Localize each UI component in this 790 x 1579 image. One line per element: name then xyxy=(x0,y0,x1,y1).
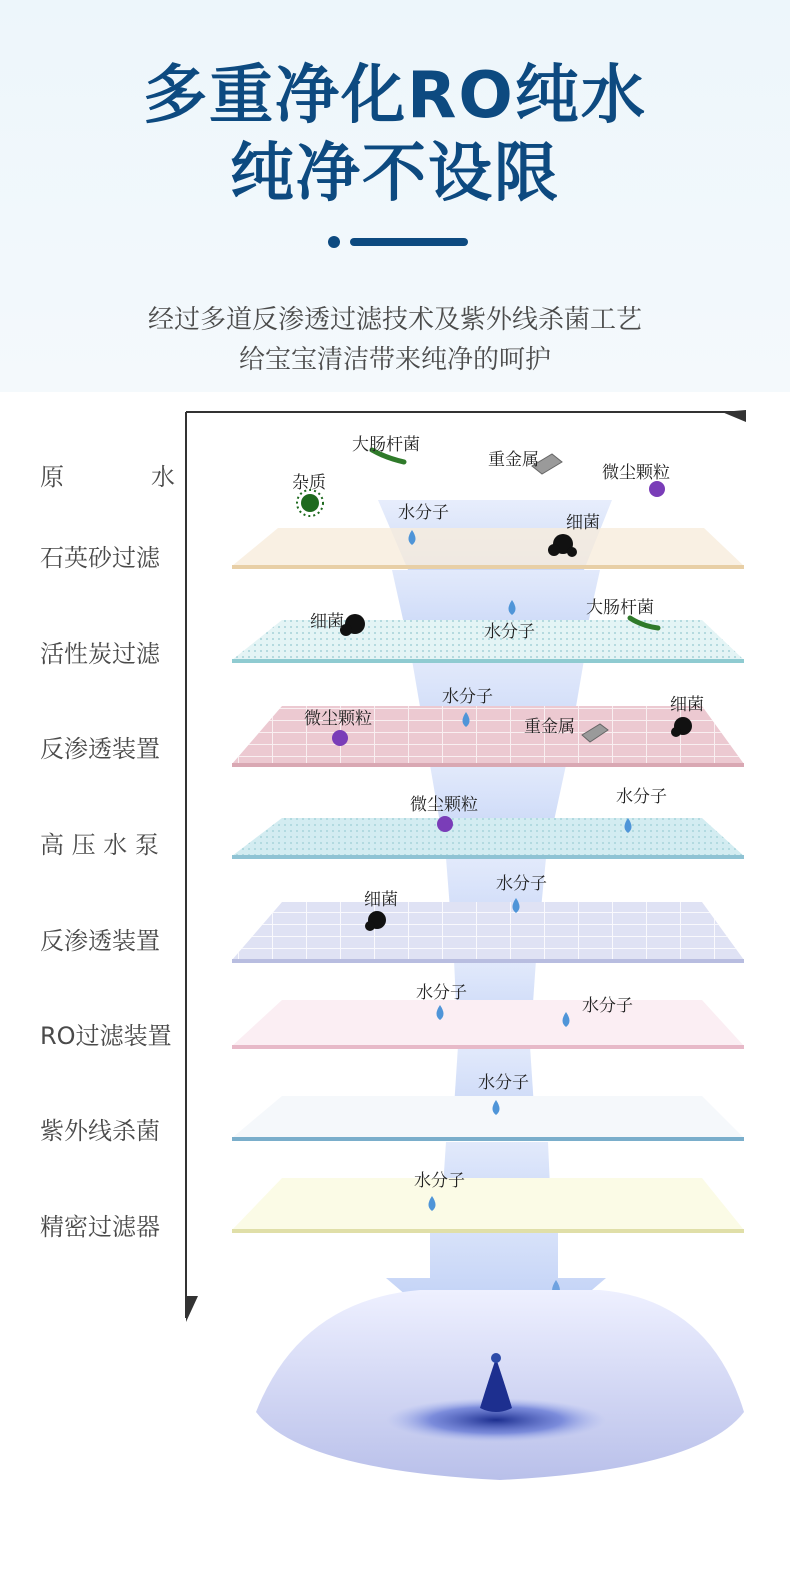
stage-label-high-pressure-pump: 高 压 水 泵 xyxy=(40,831,159,859)
dust-particle-icon xyxy=(437,816,453,832)
particle-label-water: 水分子 xyxy=(484,622,535,642)
stage-label-quartz-sand: 石英砂过滤 xyxy=(40,544,160,572)
particle-label-bacteria: 细菌 xyxy=(670,695,704,715)
stage-label-precision-filter: 精密过滤器 xyxy=(40,1213,160,1241)
stage-label-reverse-osmosis-2: 反渗透装置 xyxy=(40,927,160,955)
layer-precision-filter xyxy=(232,1178,744,1231)
particle-label-heavy-metal: 重金属 xyxy=(488,450,539,470)
layer-high-pressure-pump xyxy=(232,818,744,857)
axis-arrow-right-icon xyxy=(722,410,746,422)
particle-label-bacteria: 细菌 xyxy=(364,890,398,910)
particle-label-water: 水分子 xyxy=(478,1073,529,1093)
particle-label-impurity: 杂质 xyxy=(292,473,326,493)
particle-label-bacteria: 细菌 xyxy=(566,513,600,533)
stage-label-raw-water: 原 水 xyxy=(40,463,175,491)
subtitle-line2: 给宝宝清洁带来纯净的呵护 xyxy=(238,345,551,375)
layer-quartz-sand xyxy=(232,528,744,567)
particle-label-ecoli: 大肠杆菌 xyxy=(352,435,420,455)
axis-arrow-down-icon xyxy=(186,1296,198,1322)
stage-label-uv-sterilization: 紫外线杀菌 xyxy=(40,1117,160,1145)
particle-label-water: 水分子 xyxy=(442,687,493,707)
layer-reverse-osmosis-2 xyxy=(232,902,744,961)
page-title-line2: 纯净不设限 xyxy=(230,137,560,211)
particle-label-dust: 微尘颗粒 xyxy=(410,795,478,815)
stage-label-ro-filter: RO过滤装置 xyxy=(40,1022,172,1050)
particle-label-water: 水分子 xyxy=(416,983,467,1003)
dust-particle-icon xyxy=(649,481,665,497)
particle-label-ecoli: 大肠杆菌 xyxy=(586,598,654,618)
stage-label-reverse-osmosis-1: 反渗透装置 xyxy=(40,735,160,763)
dust-particle-icon xyxy=(332,730,348,746)
particle-label-dust: 微尘颗粒 xyxy=(304,709,372,729)
particle-label-heavy-metal: 重金属 xyxy=(524,717,575,737)
particle-label-water: 水分子 xyxy=(582,996,633,1016)
particle-label-bacteria: 细菌 xyxy=(310,612,344,632)
particle-label-dust: 微尘颗粒 xyxy=(602,463,670,483)
stage-label-activated-carbon: 活性炭过滤 xyxy=(40,640,160,668)
impurity-icon xyxy=(297,490,323,516)
particle-label-water: 水分子 xyxy=(496,874,547,894)
wipe-fabric xyxy=(256,1290,744,1480)
page-title-line1: 多重净化RO纯水 xyxy=(143,59,647,133)
subtitle-line1: 经过多道反渗透过滤技术及紫外线杀菌工艺 xyxy=(147,305,642,335)
layer-uv-sterilization xyxy=(232,1096,744,1139)
particle-label-water: 水分子 xyxy=(398,503,449,523)
particle-label-water: 水分子 xyxy=(414,1171,465,1191)
particle-label-water: 水分子 xyxy=(616,787,667,807)
layer-ro-filter xyxy=(232,1000,744,1047)
